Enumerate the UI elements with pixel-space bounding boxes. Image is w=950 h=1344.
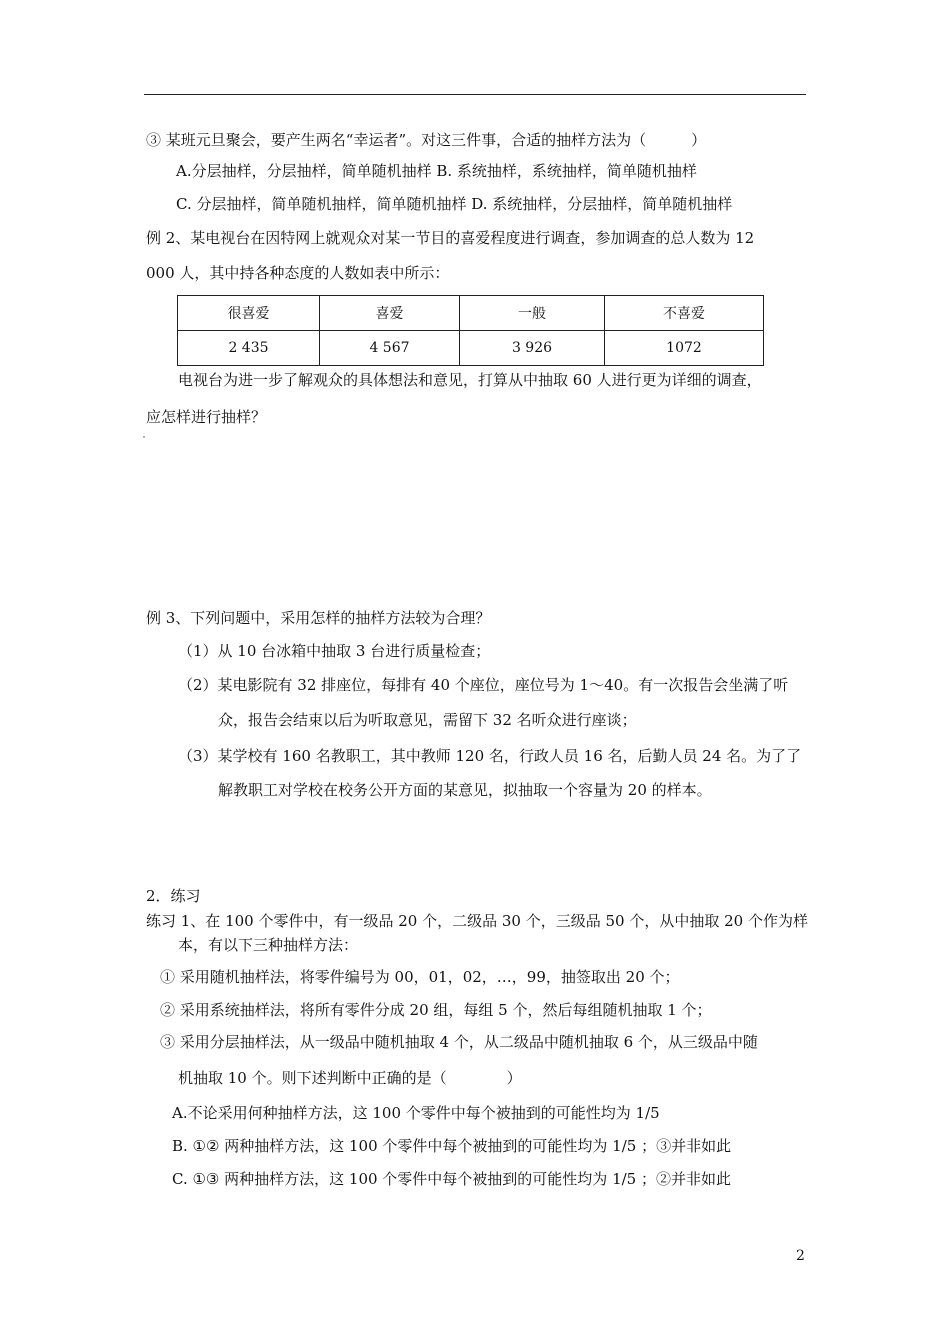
method-1: ① 采用随机抽样法，将零件编号为 00，01，02，…，99，抽签取出 20 个；	[160, 968, 680, 986]
example-2-line-1: 例 2、某电视台在因特网上就观众对某一节目的喜爱程度进行调查，参加调查的总人数为 12	[146, 229, 755, 247]
table-header-cell: 不喜爱	[605, 296, 764, 331]
table-cell: 1072	[605, 331, 764, 366]
answer-a: A.不论采用何种抽样方法，这 100 个零件中每个被抽到的可能性均为 1/5	[172, 1104, 660, 1122]
method-2: ② 采用系统抽样法，将所有零件分成 20 组，每组 5 个，然后每组随机抽取 1 个；	[160, 1001, 712, 1019]
table-header-cell: 喜爱	[320, 296, 460, 331]
example-2-line-2: 000 人，其中持各种态度的人数如表中所示：	[146, 264, 450, 282]
option-ab: A.分层抽样，分层抽样，简单随机抽样 B. 系统抽样，系统抽样，简单随机抽样	[176, 162, 697, 180]
table-cell: 2 435	[178, 331, 320, 366]
answer-b: B. ①② 两种抽样方法，这 100 个零件中每个被抽到的可能性均为 1/5 ；③并非如此	[172, 1137, 732, 1155]
table-header-cell: 一般	[460, 296, 605, 331]
example-2-question-1: 电视台为进一步了解观众的具体想法和意见，打算从中抽取 60 人进行更为详细的调查，	[178, 371, 762, 389]
method-3-cont: 机抽取 10 个。则下述判断中正确的是（ ）	[178, 1069, 522, 1087]
speck-mark	[143, 436, 145, 438]
answer-c: C. ①③ 两种抽样方法，这 100 个零件中每个被抽到的可能性均为 1/5 ；②并非如此	[172, 1170, 731, 1188]
example-3-part-2: （2）某电影院有 32 排座位，每排有 40 个座位，座位号为 1～40。有一次报告会坐满了听	[178, 676, 789, 694]
example-3-part-3: （3）某学校有 160 名教职工，其中教师 120 名，行政人员 16 名，后勤人员 24 名。为了了	[178, 747, 802, 765]
header-rule	[144, 94, 806, 95]
example-3-part-2-cont: 众，报告会结束以后为听取意见，需留下 32 名听众进行座谈；	[218, 711, 637, 729]
item-3-line: ③ 某班元旦聚会，要产生两名“幸运者”。对这三件事，合适的抽样方法为（ ）	[146, 131, 707, 149]
example-3-part-3-cont: 解教职工对学校在校务公开方面的某意见，拟抽取一个容量为 20 的样本。	[218, 781, 712, 799]
table-header-row	[178, 296, 764, 331]
example-2-question-2: 应怎样进行抽样？	[146, 408, 267, 426]
option-cd: C. 分层抽样，简单随机抽样，简单随机抽样 D. 系统抽样，分层抽样，简单随机抽样	[176, 195, 733, 213]
table-cell: 4 567	[320, 331, 460, 366]
page-number: 2	[796, 1248, 805, 1264]
table-header-cell: 很喜爱	[178, 296, 320, 331]
example-3-title: 例 3、下列问题中，采用怎样的抽样方法较为合理？	[146, 609, 491, 627]
exercise-1-line-2: 本，有以下三种抽样方法：	[178, 936, 359, 954]
example-3-part-1: （1）从 10 台冰箱中抽取 3 台进行质量检查；	[178, 642, 491, 660]
method-3: ③ 采用分层抽样法，从一级品中随机抽取 4 个，从二级品中随机抽取 6 个，从三级品中随	[160, 1033, 758, 1051]
table-cell: 3 926	[460, 331, 605, 366]
exercise-1-line-1: 练习 1、在 100 个零件中，有一级品 20 个，二级品 30 个，三级品 50 个，从中抽取 20 个作为样	[146, 912, 808, 930]
table-row	[178, 331, 764, 366]
section-title: 2．练习	[146, 887, 201, 905]
attitude-table	[177, 295, 764, 366]
